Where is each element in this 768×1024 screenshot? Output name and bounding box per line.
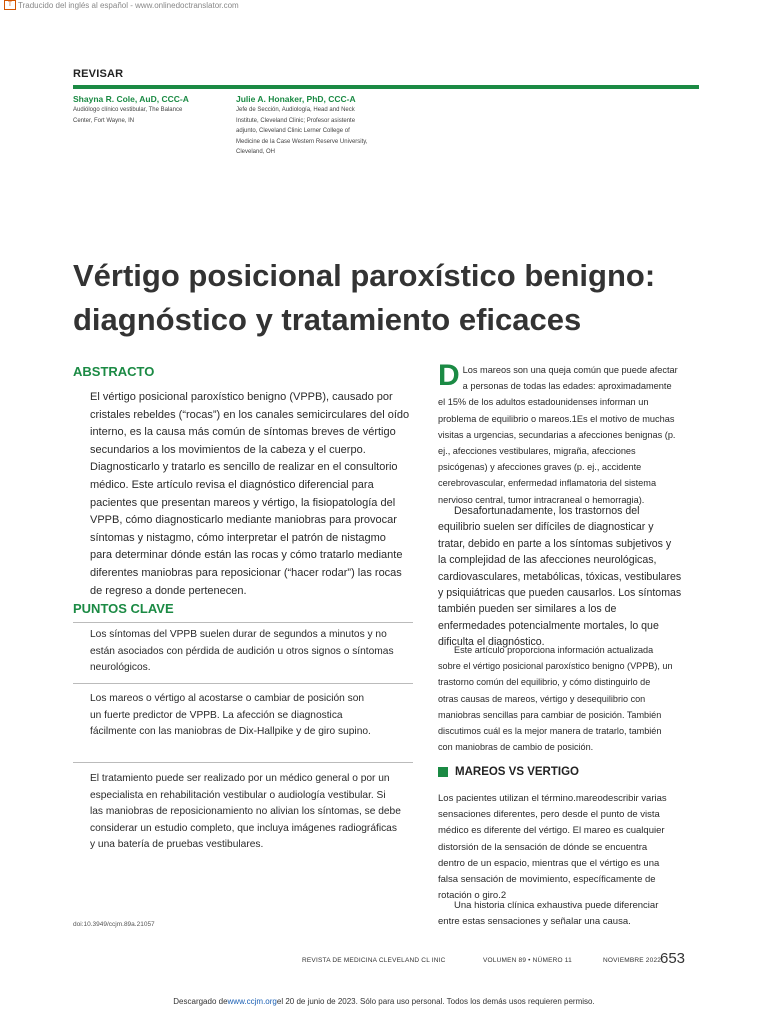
- section-marker-icon: [438, 767, 448, 777]
- download-prefix: Descargado de: [173, 997, 228, 1006]
- page-number: 653: [660, 950, 686, 967]
- mareos-line: dentro de un espacio, mientras que el vértigo es una: [438, 857, 660, 869]
- intro-line: dificulta el diagnóstico.: [438, 636, 545, 649]
- intro-paragraph-1: [438, 359, 700, 508]
- key-point-line: especialista en rehabilitación vestibular o audiología vestibular. Si: [90, 789, 386, 801]
- footer-journal: REVISTA DE MEDICINA CLEVELAND CL INIC: [302, 957, 446, 964]
- section-heading-text: MAREOS VS VERTIGO: [455, 766, 579, 778]
- intro-line: equilibrio suelen ser difíciles de diagnosticar y: [438, 521, 654, 534]
- download-notice: [0, 997, 768, 1006]
- mareos-line: falsa sensación de movimiento, específicamente de: [438, 874, 656, 886]
- intro-line: a personas de todas las edades: aproximadamente: [462, 381, 672, 392]
- intro-line: discutimos cuál es la mejor manera de tratarlo, también: [438, 726, 662, 737]
- intro-line: la complejidad de las afecciones neurológicas,: [438, 554, 657, 567]
- intro-line: psicógenas) y afecciones graves (p. ej., accidente: [438, 462, 642, 473]
- abstract-line: pacientes que presentan mareos y vértigo, la fisiopatología del: [90, 496, 396, 509]
- footer-date: NOVIEMBRE 2022: [603, 957, 662, 964]
- mareos-line: entre estas sensaciones y señalar una causa.: [438, 916, 631, 928]
- abstract-line: diferentes maniobras para reposicionar (“hacer rodar”) las rocas: [90, 566, 402, 579]
- intro-line: enfermedades potencialmente mortales, lo que: [438, 619, 659, 632]
- intro-line: nervioso central, tumor intracraneal o hemorragia).: [438, 494, 645, 505]
- author-2-affiliation-line: Cleveland, OH: [236, 149, 276, 156]
- ccjm-link[interactable]: www.ccjm.org: [227, 997, 277, 1006]
- author-2-name: Julie A. Honaker, PhD, CCC-A: [236, 94, 356, 104]
- translator-banner-text: Traducido del inglés al español - www.onlinedoctranslator.com: [18, 0, 239, 10]
- mareos-line: médico es diferente del vértigo. El mareo es cualquier: [438, 825, 665, 837]
- translator-banner[interactable]: [4, 0, 239, 10]
- intro-line: sobre el vértigo posicional paroxístico benigno (VPPB), un: [438, 661, 673, 672]
- intro-line: el 15% de los adultos estadounidenses informan un: [438, 397, 649, 408]
- key-point-line: las maniobras de reposicionamiento no alivian los síntomas, se debe: [90, 806, 401, 817]
- download-suffix: el 20 de junio de 2023. Sólo para uso personal. Todos los demás usos requieren permiso.: [276, 997, 595, 1006]
- author-2-affiliation-line: Jefe de Sección, Audiología, Head and Neck: [236, 107, 355, 113]
- abstract-line: cristales rebeldes (“rocas”) en los canales semicirculares del oído: [90, 408, 410, 421]
- abstract-heading: ABSTRACTO: [73, 364, 155, 379]
- article-title: [73, 254, 713, 342]
- abstract-line: de regreso a donde pertenecen.: [90, 584, 247, 597]
- mareos-line: sensaciones diferentes, pero desde el punto de vista: [438, 809, 660, 821]
- mareos-line: distorsión de la sensación de dónde se encuentra: [438, 841, 648, 853]
- mareos-line: Los pacientes utilizan el término.mareodescribir varias: [438, 793, 667, 804]
- abstract-line: VPPB, cómo diagnosticarlo mediante maniobras para provocar: [90, 514, 397, 527]
- intro-line: otras causas de mareos, vértigo y desequilibrio con: [438, 693, 646, 704]
- author-1-affiliation-line: Center, Fort Wayne, IN: [73, 117, 135, 124]
- key-point-divider: [73, 762, 413, 763]
- key-point-line: fácilmente con las maniobras de Dix-Hallpike y de giro supino.: [90, 726, 371, 737]
- key-point-line: considerar un estudio completo, que incluya imágenes radiográficas: [90, 822, 397, 834]
- drop-cap: D: [438, 359, 460, 392]
- key-point-item: [90, 627, 412, 677]
- key-point-line: y una batería de pruebas vestibulares.: [90, 839, 264, 850]
- intro-line: tratar, debido en parte a los síntomas subjetivos y: [438, 537, 672, 550]
- intro-line: cardiovasculares, metabólicas, tóxicas, vestibulares: [438, 570, 682, 583]
- author-1-name: Shayna R. Cole, AuD, CCC-A: [73, 94, 189, 104]
- key-point-item: [90, 771, 412, 854]
- doi: doi:10.3949/ccjm.89a.21057: [73, 921, 155, 928]
- mareos-paragraph-1: [438, 791, 700, 904]
- author-2-affiliation-line: adjunto, Cleveland Clinic Lerner College of: [236, 128, 350, 135]
- title-line: Vértigo posicional paroxístico benigno:: [73, 258, 656, 293]
- key-point-divider: [73, 683, 413, 684]
- abstract-line: Diagnosticarlo y tratarlo es sencillo de realizar en el consultorio: [90, 461, 398, 474]
- mareos-line: Una historia clínica exhaustiva puede diferenciar: [454, 900, 659, 911]
- section-label: REVISAR: [73, 68, 124, 80]
- footer-volume: VOLUMEN 89 • NÚMERO 11: [483, 957, 572, 964]
- author-1-affiliation-line: Audiólogo clínico vestibular, The Balance: [73, 107, 183, 113]
- intro-line: Desafortunadamente, los trastornos del: [454, 505, 640, 517]
- author-2: [236, 94, 406, 158]
- intro-line: maniobras sencillas para cambiar de posición. También: [438, 709, 662, 720]
- translate-icon: T: [4, 0, 16, 10]
- intro-line: Los mareos son una queja común que puede afectar: [462, 365, 678, 375]
- title-line: diagnóstico y tratamiento eficaces: [73, 302, 582, 337]
- intro-line: trastorno común del equilibrio, y cómo distinguirlo de: [438, 677, 651, 688]
- key-point-line: neurológicos.: [90, 662, 151, 673]
- mareos-line: rotación o giro.2: [438, 890, 507, 902]
- author-2-affiliation-line: Institute, Cleveland Clinic; Profesor asistente: [236, 117, 356, 124]
- author-1: [73, 94, 223, 126]
- intro-line: y psiquiátricas que pueden causarlos. Los síntomas: [438, 587, 682, 600]
- key-point-line: un fuerte predictor de VPPB. La afección se diagnostica: [90, 709, 343, 721]
- section-heading-mareos: [438, 766, 579, 778]
- intro-line: con maniobras de cambio de posición.: [438, 742, 594, 753]
- author-2-affiliation-line: Medicine de la Case Western Reserve University,: [236, 138, 368, 145]
- key-point-line: Los síntomas del VPPB suelen durar de segundos a minutos y no: [90, 629, 387, 640]
- abstract-line: secundarios a los movimientos de la cabeza y el cuerpo.: [90, 443, 366, 456]
- abstract-line: interno, es la causa más común de síntomas breves de vértigo: [90, 426, 396, 439]
- intro-paragraph-3: [438, 642, 700, 755]
- mareos-paragraph-2: [438, 898, 700, 930]
- abstract-line: para determinar dónde están las rocas y cómo tratarlo mediante: [90, 549, 403, 562]
- intro-line: ej., afecciones vestibulares, migraña, afecciones: [438, 446, 636, 457]
- intro-line: también pueden ser similares a los de: [438, 603, 617, 616]
- intro-line: problema de equilibrio o mareos.1Es el motivo de muchas: [438, 413, 675, 424]
- key-point-line: están asociados con pérdida de audición u otros signos o síntomas: [90, 645, 394, 657]
- key-point-line: El tratamiento puede ser realizado por un médico general o por un: [90, 773, 390, 784]
- abstract-body: [90, 389, 412, 600]
- intro-paragraph-2: [438, 503, 700, 651]
- intro-line: visitas a urgencias, secundarias a afecciones benignas (p.: [438, 429, 676, 440]
- header-rule: [73, 85, 699, 89]
- intro-line: cerebrovascular, enfermedad inflamatoria del sistema: [438, 478, 657, 489]
- key-point-line: Los mareos o vértigo al acostarse o cambiar de posición son: [90, 693, 365, 704]
- intro-line: Este artículo proporciona información actualizada: [454, 645, 654, 655]
- abstract-line: El vértigo posicional paroxístico benigno (VPPB), causado por: [90, 391, 393, 403]
- key-point-item: [90, 691, 412, 741]
- key-points-heading: PUNTOS CLAVE: [73, 601, 174, 616]
- abstract-line: médico. Este artículo revisa el diagnóstico diferencial para: [90, 478, 374, 491]
- key-point-divider: [73, 622, 413, 623]
- abstract-line: síntomas y nistagmo, cómo interpretar el patrón de nistagmo: [90, 531, 386, 544]
